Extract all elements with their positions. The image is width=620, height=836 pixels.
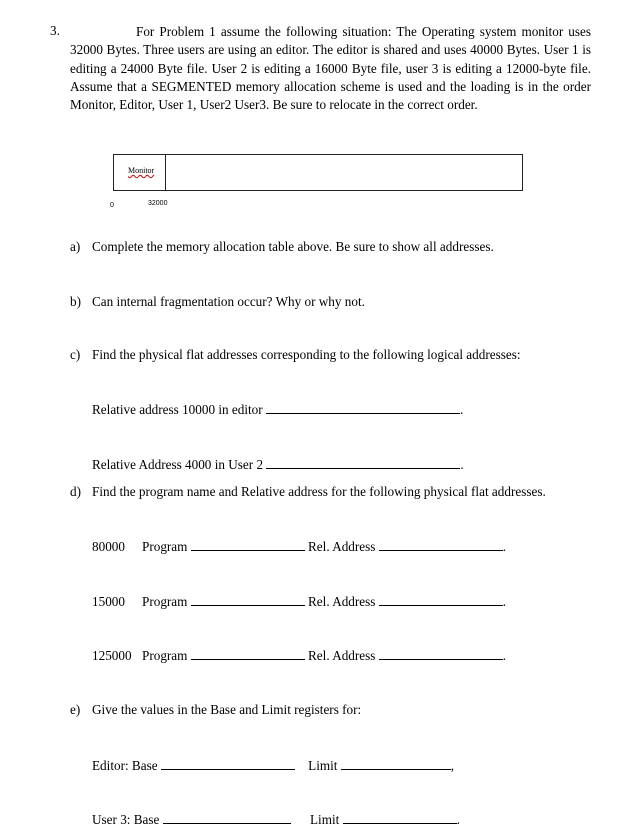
program-label: Program: [142, 648, 188, 663]
question-b-letter: b): [70, 294, 81, 309]
answer-label: Relative Address 4000 in User 2: [92, 457, 264, 472]
question-a-letter: a): [70, 239, 81, 254]
question-b-text: Can internal fragmentation occur? Why or why not.: [92, 294, 365, 309]
base-blank[interactable]: [163, 811, 291, 824]
monitor-segment: [114, 155, 166, 190]
answer-row-editor-10000: Relative address 10000 in editor .: [92, 402, 464, 417]
rel-address-blank[interactable]: [379, 593, 503, 606]
answer-row-editor-base: Editor: Base Limit ,: [92, 758, 455, 773]
problem-statement: [70, 23, 591, 114]
answer-row-15000: 15000 Program Rel. Address .: [92, 594, 507, 609]
program-blank[interactable]: [191, 538, 305, 551]
answer-blank[interactable]: [266, 401, 460, 414]
limit-blank[interactable]: [341, 757, 451, 770]
monitor-label: Monitor: [128, 166, 155, 175]
base-blank[interactable]: [161, 757, 295, 770]
question-e-text: Give the values in the Base and Limit registers for:: [92, 702, 362, 717]
rel-address-blank[interactable]: [379, 647, 503, 660]
program-blank[interactable]: [191, 593, 305, 606]
limit-label: Limit: [308, 758, 338, 773]
limit-label: Limit: [309, 812, 340, 827]
base-label: Editor: Base: [92, 758, 158, 773]
question-e-letter: e): [70, 702, 81, 717]
answer-row-user3-base: User 3: Base Limit .: [92, 812, 460, 827]
physical-address: 125000: [92, 648, 132, 663]
address-monitor-end: 32000: [148, 200, 168, 207]
answer-row-80000: 80000 Program Rel. Address .: [92, 539, 507, 554]
intro-first: For Problem 1 assume the following situation:: [136, 24, 392, 39]
question-a-text: Complete the memory allocation table above. Be sure to show all addresses.: [92, 239, 494, 254]
problem-number: 3.: [50, 23, 60, 38]
answer-row-user2-4000: Relative Address 4000 in User 2 .: [92, 457, 464, 472]
program-blank[interactable]: [191, 647, 305, 660]
rel-address-blank[interactable]: [379, 538, 503, 551]
question-d-letter: d): [70, 484, 81, 499]
question-c-text: Find the physical flat addresses corresponding to the following logical addresses:: [92, 347, 521, 362]
physical-address: 15000: [92, 594, 125, 609]
program-label: Program: [142, 539, 188, 554]
question-d-text: Find the program name and Relative address for the following physical flat addresses.: [92, 484, 546, 499]
answer-row-125000: 125000 Program Rel. Address .: [92, 648, 507, 663]
answer-label: Relative address 10000 in editor: [92, 402, 263, 417]
answer-blank[interactable]: [266, 456, 460, 469]
physical-address: 80000: [92, 539, 125, 554]
limit-blank[interactable]: [343, 811, 457, 824]
program-label: Program: [142, 594, 188, 609]
rel-address-label: Rel. Address: [308, 539, 376, 554]
intro-rest: The Operating system monitor uses 32000 Bytes. Three users are using an editor. The editor is shared and uses 40000 Bytes. User 1 is editing a 24000 Byte file. User 2 is editing a 16000 Byte file, user 3 is editing a 12000-byte file. Assume that a SEGMENTED memory allocation scheme is used and the loading is in the order Monitor, Editor, User 1, User2 User3. Be sure to relocate in the correct order.: [70, 24, 592, 113]
address-start: 0: [110, 202, 114, 209]
rel-address-label: Rel. Address: [308, 594, 376, 609]
question-c-letter: c): [70, 347, 81, 362]
memory-allocation-table: [113, 154, 523, 191]
base-label: User 3: Base: [92, 812, 160, 827]
rel-address-label: Rel. Address: [308, 648, 376, 663]
